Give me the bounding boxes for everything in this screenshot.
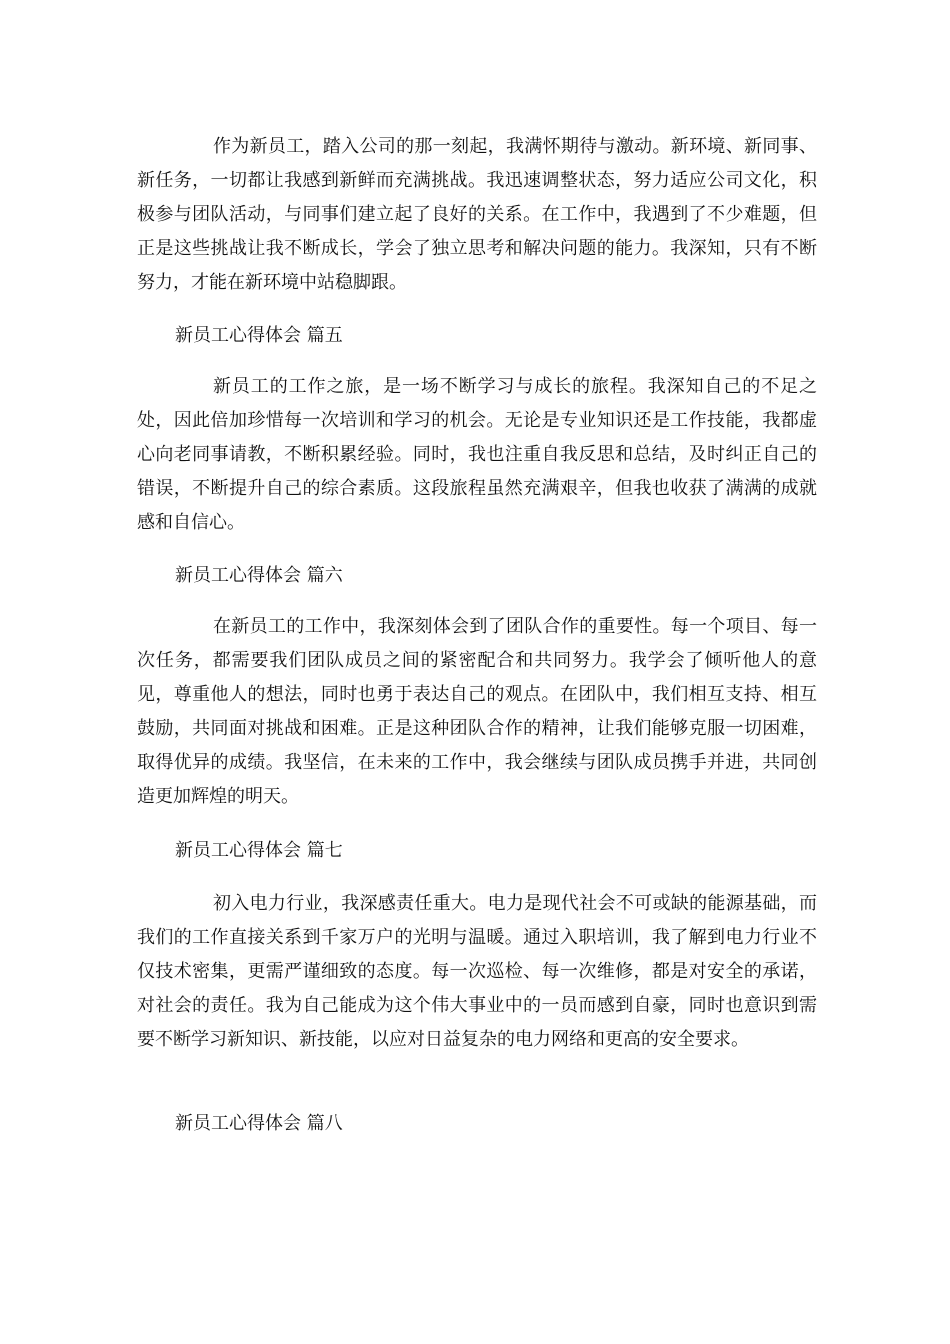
section-heading-8: 新员工心得体会 篇八 [175,1113,343,1134]
paragraph-section-6: 在新员工的工作中，我深刻体会到了团队合作的重要性。每一个项目、每一次任务，都需要我们团队成员之间的紧密配合和共同努力。我学会了倾听他人的意见，尊重他人的想法，同时也勇于表达自己的观点。在团队中，我们相互支持、相互鼓励，共同面对挑战和困难。正是这种团队合作的精神，让我们能够克服一切困难，取得优异的成绩。我坚信，在未来的工作中，我会继续与团队成员携手并进，共同创造更加辉煌的明天。 [137,616,817,807]
section-heading-7: 新员工心得体会 篇七 [175,840,343,861]
paragraph-section-7: 初入电力行业，我深感责任重大。电力是现代社会不可或缺的能源基础，而我们的工作直接关系到千家万户的光明与温暖。通过入职培训，我了解到电力行业不仅技术密集，更需严谨细致的态度。每一次巡检、每一次维修，都是对安全的承诺，对社会的责任。我为自己能成为这个伟大事业中的一员而感到自豪，同时也意识到需要不断学习新知识、新技能，以应对日益复杂的电力网络和更高的安全要求。 [137,893,817,1050]
paragraph-intro: 作为新员工，踏入公司的那一刻起，我满怀期待与激动。新环境、新同事、新任务，一切都让我感到新鲜而充满挑战。我迅速调整状态，努力适应公司文化，积极参与团队活动，与同事们建立起了良好的关系。在工作中，我遇到了不少难题，但正是这些挑战让我不断成长，学会了独立思考和解决问题的能力。我深知，只有不断努力，才能在新环境中站稳脚跟。 [137,136,817,293]
paragraph-section-5: 新员工的工作之旅，是一场不断学习与成长的旅程。我深知自己的不足之处，因此倍加珍惜每一次培训和学习的机会。无论是专业知识还是工作技能，我都虚心向老同事请教，不断积累经验。同时，我也注重自我反思和总结，及时纠正自己的错误，不断提升自己的综合素质。这段旅程虽然充满艰辛，但我也收获了满满的成就感和自信心。 [137,376,817,533]
section-heading-6: 新员工心得体会 篇六 [175,565,343,586]
section-heading-5: 新员工心得体会 篇五 [175,325,343,346]
